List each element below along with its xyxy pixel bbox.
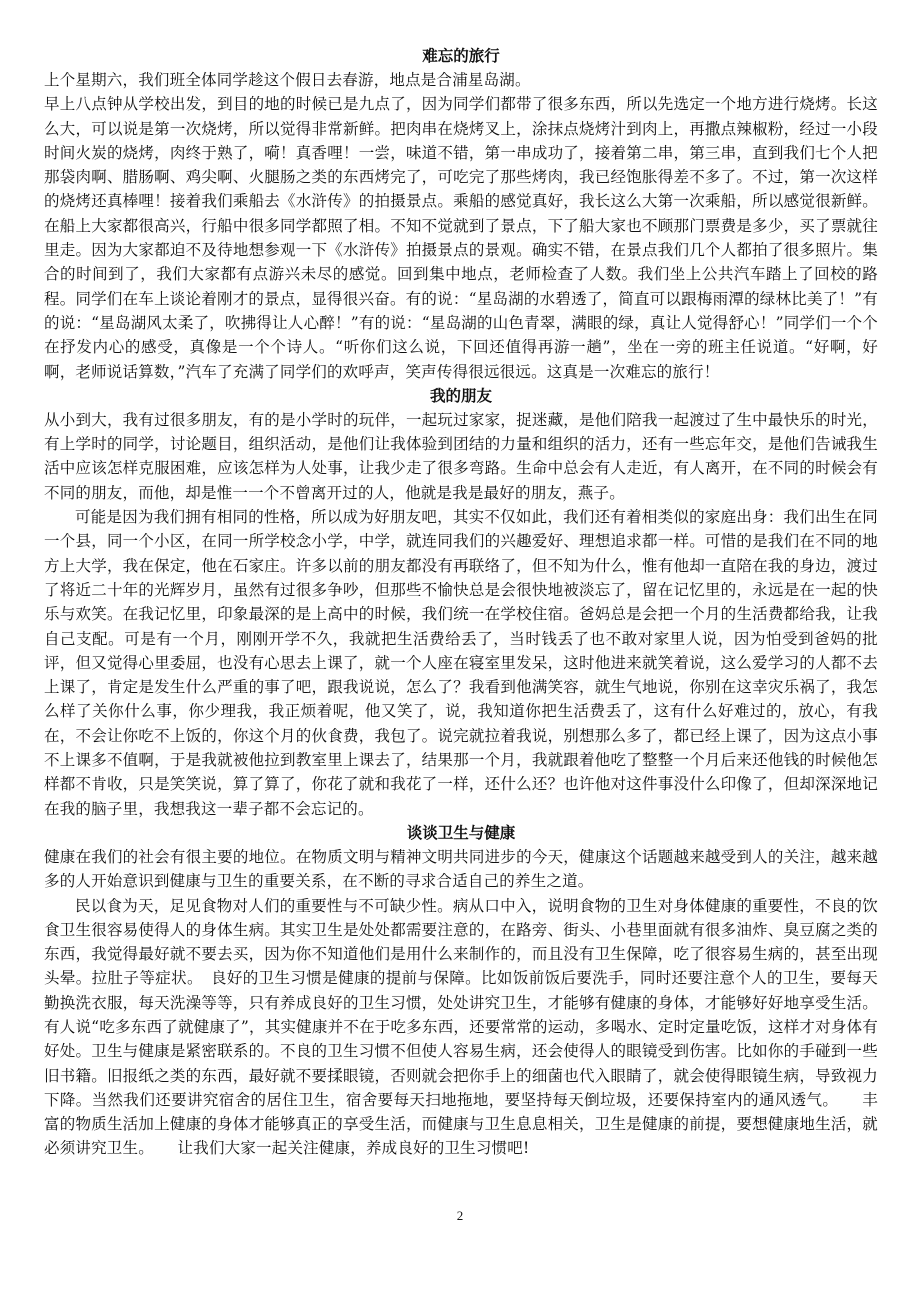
health-paragraph-intro: 健康在我们的社会有很主要的地位。在物质文明与精神文明共同进步的今天，健康这个话题越来越受到人的关注，越来越多的人开始意识到健康与卫生的重要关系，在不断的寻求合适自己的养生之道。	[44, 847, 878, 891]
section-title-trip: 难忘的旅行	[422, 47, 500, 65]
trip-paragraph-body: 早上八点钟从学校出发，到目的地的时候已是九点了，因为同学们都带了很多东西，所以先选定一个地方进行烧烤。长这么大，可以说是第一次烧烤，所以觉得非常新鲜。把肉串在烧烤叉上，涂抹点烧烤汁到肉上，再撒点辣椒粉，经过一小段时间火炭的烧烤，肉终于熟了，嗬！真香哩！一尝，味道不错，第一串成功了，接着第二串，第三串，直到我们七个人把那袋肉啊、腊肠啊、鸡尖啊、火腿肠之类的东西烤完了，可吃完了那些烤肉，我已经饱胀得差不多了。不过，第一次这样的烧烤还真棒哩！接着我们乘船去《水浒传》的拍摄景点。乘船的感觉真好，我长这么大第一次乘船，所以感觉很新鲜。在船上大家都很高兴，行船中很多同学都照了相。不知不觉就到了景点，下了船大家也不顾那门票费是多少，买了票就往里走。因为大家都迫不及待地想参观一下《水浒传》拍摄景点的景观。确实不错，在景点我们几个人都拍了很多照片。集合的时间到了，我们大家都有点游兴未尽的感觉。回到集中地点，老师检查了人数。我们坐上公共汽车踏上了回校的路程。同学们在车上谈论着刚才的景点，显得很兴奋。有的说：“星岛湖的水碧透了，简直可以跟梅雨潭的绿林比美了！”有的说：“星岛湖风太柔了，吹拂得让人心醉！”有的说：“星岛湖的山色青翠，满眼的绿，真让人觉得舒心！”同学们一个个在抒发内心的感受，真像是一个个诗人。“听你们这么说，下回还值得再游一趟”，坐在一旁的班主任说道。“好啊，好啊，老师说话算数，”汽车了充满了同学们的欢呼声，笑声传得很远很远。这真是一次难忘的旅行！	[44, 95, 878, 381]
health-paragraph-body: 民以食为天，足见食物对人们的重要性与不可缺少性。病从口中入，说明食物的卫生对身体健康的重要性，不良的饮食卫生很容易使得人的身体生病。其实卫生是处处都需要注意的，在路旁、街头、小巷里面就有很多油炸、臭豆腐之类的东西，我觉得最好就不要去买，因为你不知道他们是用什么来制作的，而且没有卫生保障，吃了很容易生病的，甚至出现头晕。拉肚子等症状。 良好的卫生习惯是健康的提前与保障。比如饭前饭后要洗手，同时还要注意个人的卫生，要每天勤换洗衣服，每天洗澡等等，只有养成良好的卫生习惯，处处讲究卫生，才能够有健康的身体，才能够好好地享受生活。有人说“吃多东西了就健康了”，其实健康并不在于吃多东西，还要常常的运动，多喝水、定时定量吃饭，这样才对身体有好处。卫生与健康是紧密联系的。不良的卫生习惯不但使人容易生病，还会使得人的眼镜受到伤害。比如你的手碰到一些旧书籍。旧报纸之类的东西，最好就不要揉眼镜，否则就会把你手上的细菌也代入眼睛了，就会使得眼镜生病，导致视力下降。当然我们还要讲究宿舍的居住卫生，宿舍要每天扫地拖地，要坚持每天倒垃圾，还要保持室内的通风透气。 丰富的物质生活加上健康的身体才能够真正的享受生活，而健康与卫生息息相关，卫生是健康的前提，要想健康地生活，就必须讲究卫生。 让我们大家一起关注健康，养成良好的卫生习惯吧!	[44, 896, 878, 1158]
section-title-friend: 我的朋友	[429, 386, 492, 405]
document-page	[44, 44, 878, 1161]
page-number: 2	[456, 1208, 464, 1223]
friend-paragraph-body: 可能是因为我们拥有相同的性格，所以成为好朋友吧，其实不仅如此，我们还有着相类似的家庭出身：我们出生在同一个县，同一个小区，在同一所学校念小学，中学，就连同我们的兴趣爱好、理想追求都一样。可惜的是我们在不同的地方上大学，我在保定，他在石家庄。许多以前的朋友都没有再联络了，但不知为什么，惟有他却一直陪在我的身边，渡过了将近二十年的光辉岁月，虽然有过很多争吵，但那些不愉快总是会很快地被淡忘了，留在记忆里的，永远是在一起的快乐与欢笑。在我记忆里，印象最深的是上高中的时候，我们统一在学校住宿。爸妈总是会把一个月的生活费都给我，让我自己支配。可是有一个月，刚刚开学不久，我就把生活费给丢了，当时钱丢了也不敢对家里人说，因为怕受到爸妈的批评，但又觉得心里委屈，也没有心思去上课了，就一个人座在寝室里发呆，这时他进来就笑着说，这么爱学习的人都不去上课了，肯定是发生什么严重的事了吧，跟我说说，怎么了？我看到他满笑容，就生气地说，你别在这幸灾乐祸了，我怎么样了关你什么事，你少理我，我正烦着呢，他又笑了，说，我知道你把生活费丢了，这有什么好难过的，放心，有我在，不会让你吃不上饭的，你这个月的伙食费，我包了。说完就拉着我说，别想那么多了，都已经上课了，因为这点小事不上课多不值啊，于是我就被他拉到教室里上课去了，结果那一个月，我就跟着他吃了整整一个月后来还他钱的时候他怎样都不肯收，只是笑笑说，算了算了，你花了就和我花了一样，还什么还？也许他对这件事没什么印像了，但却深深地记在我的脑子里，我想我这一辈子都不会忘记的。	[44, 508, 878, 818]
section-title-health: 谈谈卫生与健康	[406, 823, 516, 842]
trip-paragraph-intro: 上个星期六，我们班全体同学趁这个假日去春游，地点是合浦星岛湖。	[44, 71, 531, 89]
friend-paragraph-intro: 从小到大，我有过很多朋友，有的是小学时的玩伴，一起玩过家家，捉迷藏，是他们陪我一起渡过了生中最快乐的时光，有上学时的同学，讨论题目，组织活动，是他们让我体验到团结的力量和组织的活力，还有一些忘年交，是他们告诫我生活中应该怎样克服困难，应该怎样为人处事，让我少走了很多弯路。生命中总会有人走近，有人离开，在不同的时候会有不同的朋友，而他，却是惟一一个不曾离开过的人，他就是我是最好的朋友，燕子。	[44, 410, 878, 502]
